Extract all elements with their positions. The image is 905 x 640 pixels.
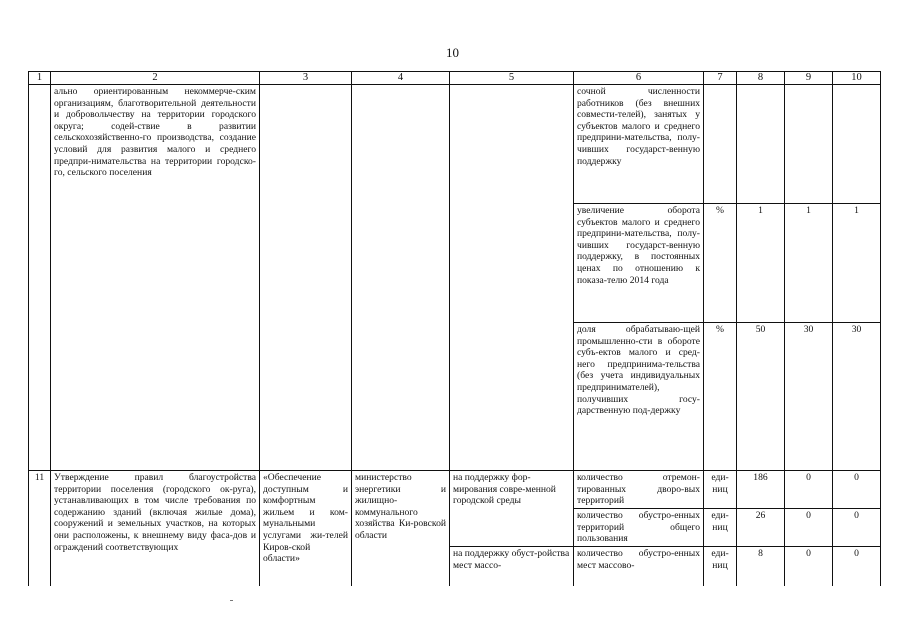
header-cell-10: 10 [833,72,881,85]
indicator-cell: доля обрабатываю-щей промышленно-сти в обороте субъ-ектов малого и сред-него предпринима-тельства (без учета индивидуальных предпринимателей), получивших госу-дарственную под-держку [574,323,704,471]
indicator-cell: сочной численности работников (без внешних совмести-телей), занятых у субъектов малого и среднего предприни-мательства, полу-чивших государст-венную поддержку [574,85,704,204]
scan-speck [230,600,233,601]
header-cell-6: 6 [574,72,704,85]
purpose-cell: на поддержку обуст-ройства мест массо- [450,547,574,587]
value-cell: 0 [785,509,833,547]
header-cell-1: 1 [29,72,51,85]
value-cell [737,85,785,204]
value-cell: 30 [785,323,833,471]
unit-cell: еди-ниц [704,547,737,587]
value-cell: 186 [737,471,785,509]
header-cell-7: 7 [704,72,737,85]
unit-cell [704,85,737,204]
purpose-cell: на поддержку фор-мирования совре-менной городской среды [450,471,574,547]
value-cell: 1 [833,204,881,323]
measure-description: ально ориентированным некоммерче-ским организациям, благотворительной деятельности и добровольчеству на территории городского округа; содей-ствие в развитии сельскохозяйственно-го производства, создание условий для развития малого и среднего предпри-нимательства на территории городско-го, сельского поселения [51,85,260,471]
value-cell: 8 [737,547,785,587]
indicator-cell: увеличение оборота субъектов малого и среднего предприни-мательства, полу-чивших государст-венную поддержку, в постоянных ценах по отношению к показа-телю 2014 года [574,204,704,323]
page-bottom-margin [0,586,905,640]
program-cell: «Обеспечение доступным и комфортным жильем и ком-мунальными услугами жи-телей Киров-ской области» [260,471,352,587]
executor-cell: министерство энергетики и жилищно-коммунального хозяйства Ки-ровской области [352,471,450,587]
measure-description: Утверждение правил благоустройства территории поселения (городского ок-руга), устанавливающих в том числе требования по содержанию зданий (включая жилые дома), сооружений и земельных участков, на которых они расположены, к внешнему виду фаса-дов и ограждений соответствующих [51,471,260,587]
value-cell: 30 [833,323,881,471]
value-cell: 1 [737,204,785,323]
unit-cell: еди-ниц [704,471,737,509]
program-table [28,71,881,587]
value-cell: 0 [833,509,881,547]
header-cell-9: 9 [785,72,833,85]
header-cell-3: 3 [260,72,352,85]
value-cell: 0 [833,471,881,509]
indicator-cell: количество обустро-енных мест массово- [574,547,704,587]
value-cell: 0 [833,547,881,587]
value-cell: 1 [785,204,833,323]
header-row [29,72,881,85]
header-cell-2: 2 [51,72,260,85]
indicator-cell: количество обустро-енных территорий общего пользования [574,509,704,547]
unit-cell: % [704,323,737,471]
header-cell-4: 4 [352,72,450,85]
header-cell-5: 5 [450,72,574,85]
value-cell [785,85,833,204]
table-row [29,471,881,509]
table-row [29,85,881,204]
value-cell [833,85,881,204]
value-cell: 50 [737,323,785,471]
unit-cell: еди-ниц [704,509,737,547]
value-cell: 0 [785,547,833,587]
page-number: 10 [446,45,459,60]
program-cell [260,85,352,471]
value-cell: 0 [785,471,833,509]
row-number-cell [29,85,51,471]
indicator-cell: количество отремон-тированных дворо-вых территорий [574,471,704,509]
purpose-cell [450,85,574,471]
executor-cell [352,85,450,471]
unit-cell: % [704,204,737,323]
header-cell-8: 8 [737,72,785,85]
value-cell: 26 [737,509,785,547]
row-number-cell: 11 [29,471,51,587]
